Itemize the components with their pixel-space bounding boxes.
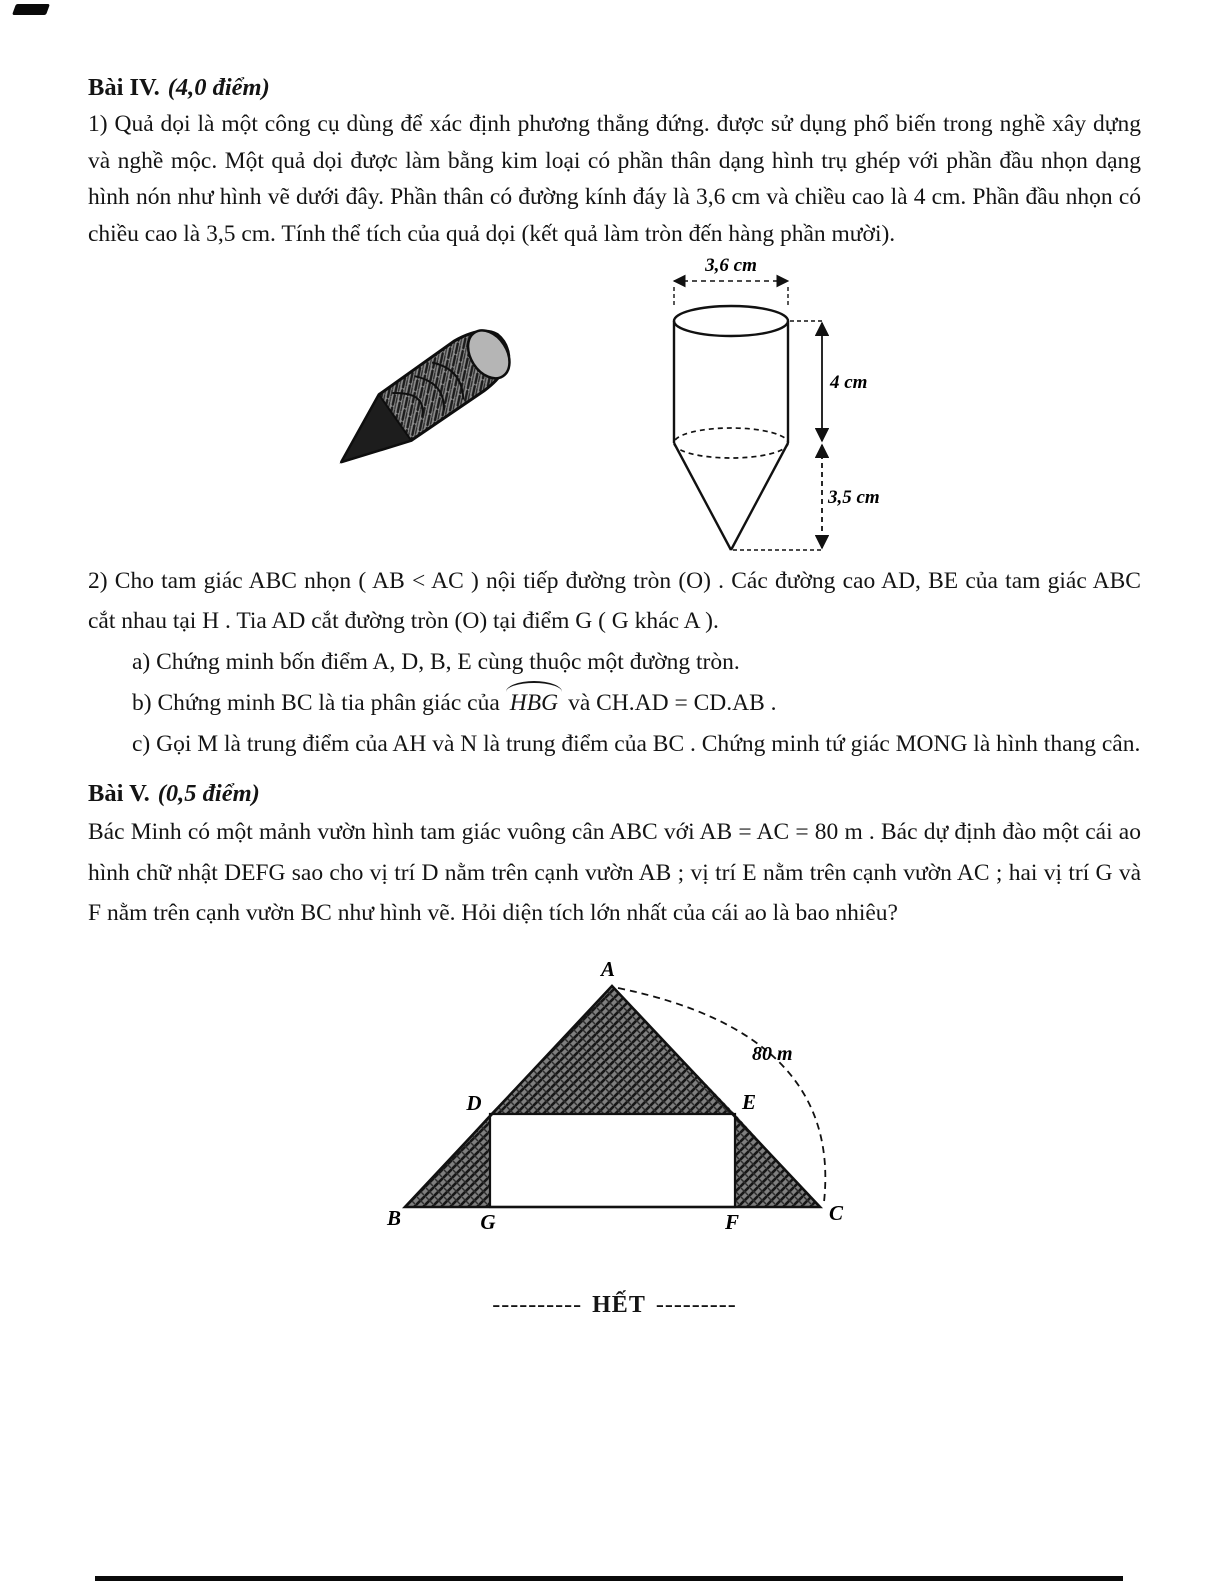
part-b-angle-hbg: HBG	[507, 684, 561, 723]
part-b-before: b) Chứng minh BC là tia phân giác của	[132, 690, 500, 717]
shaded-top-triangle	[490, 986, 735, 1114]
scan-artifact-bottom	[95, 1576, 1123, 1581]
vertex-b-label: B	[386, 1205, 402, 1230]
cone-height-label: 3,5 cm	[828, 486, 880, 508]
end-marker	[88, 1292, 1141, 1319]
problem-2-text: 2) Cho tam giác ABC nhọn ( AB < AC ) nội tiếp đường tròn (O) . Các đường cao AD, BE của tam giác ABC cắt nhau tại H . Tia AD cắt đường tròn (O) tại điểm G ( G khác A ).	[88, 567, 1141, 635]
section-v-title: Bài V.	[88, 780, 150, 808]
garden-triangle-figure	[88, 962, 1141, 1234]
vertex-d-label: D	[466, 1090, 482, 1115]
distance-label: 80 m	[752, 1042, 793, 1065]
diameter-label: 3,6 cm	[705, 256, 757, 276]
section-iv-heading	[88, 74, 1141, 102]
part-a: a) Chứng minh bốn điểm A, D, B, E cùng thuộc một đường tròn.	[132, 649, 740, 676]
triangle-diagram	[380, 962, 860, 1234]
section-v-points: (0,5 điểm)	[157, 780, 260, 808]
cylinder-cone-diagram	[616, 257, 936, 559]
end-het-label: HẾT	[592, 1291, 646, 1318]
section-iv-points: (4,0 điểm)	[167, 74, 270, 101]
part-c: c) Gọi M là trung điểm của AH và N là trung điểm của BC . Chứng minh tứ giác MONG là hình thang cân.	[132, 731, 1141, 758]
cylinder-bottom-ellipse	[674, 428, 788, 458]
plumb-bob-sketch	[288, 321, 538, 496]
part-b-after: và CH.AD = CD.AB .	[568, 690, 777, 717]
problem-1-text: 1) Quả dọi là một công cụ dùng để xác định phương thẳng đứng. được sử dụng phổ biến trong nghề xây dựng và nghề mộc. Một quả dọi được làm bằng kim loại có phần thân dạng hình trụ ghép với phần đầu nhọn dạng hình nón như hình vẽ dưới đây. Phần thân có đường kính đáy là 3,6 cm và chiều cao là 4 cm. Phần đầu nhọn có chiều cao là 3,5 cm. Tính thể tích của quả dọi (kết quả làm tròn đến hàng phần mười).	[88, 111, 1141, 247]
cone-left-side	[674, 443, 731, 550]
vertex-f-label: F	[724, 1209, 740, 1234]
cylinder-height-label: 4 cm	[830, 371, 868, 393]
vertex-g-label: G	[480, 1209, 496, 1234]
part-b	[88, 684, 1141, 723]
section-v-heading	[88, 780, 1141, 808]
end-dash-right: ---------	[655, 1291, 737, 1318]
problem-v-text: Bác Minh có một mảnh vườn hình tam giác vuông cân ABC với AB = AC = 80 m . Bác dự định đào một cái ao hình chữ nhật DEFG sao cho vị trí D nằm trên cạnh vườn AB ; vị trí E nằm trên cạnh vườn AC ; hai vị trí G và F nằm trên cạnh vườn BC như hình vẽ. Hỏi diện tích lớn nhất của cái ao là bao nhiêu?	[88, 819, 1141, 927]
vertex-a-label: A	[600, 961, 616, 981]
section-iv-title: Bài IV.	[88, 74, 160, 101]
end-dash-left: ----------	[492, 1291, 583, 1318]
vertex-c-label: C	[828, 1200, 844, 1225]
vertex-e-label: E	[741, 1089, 757, 1114]
pond-rectangle-defg	[490, 1114, 735, 1207]
plumb-bob-figure	[88, 256, 1141, 561]
cylinder-top-ellipse	[674, 306, 788, 336]
cone-right-side	[731, 443, 788, 550]
